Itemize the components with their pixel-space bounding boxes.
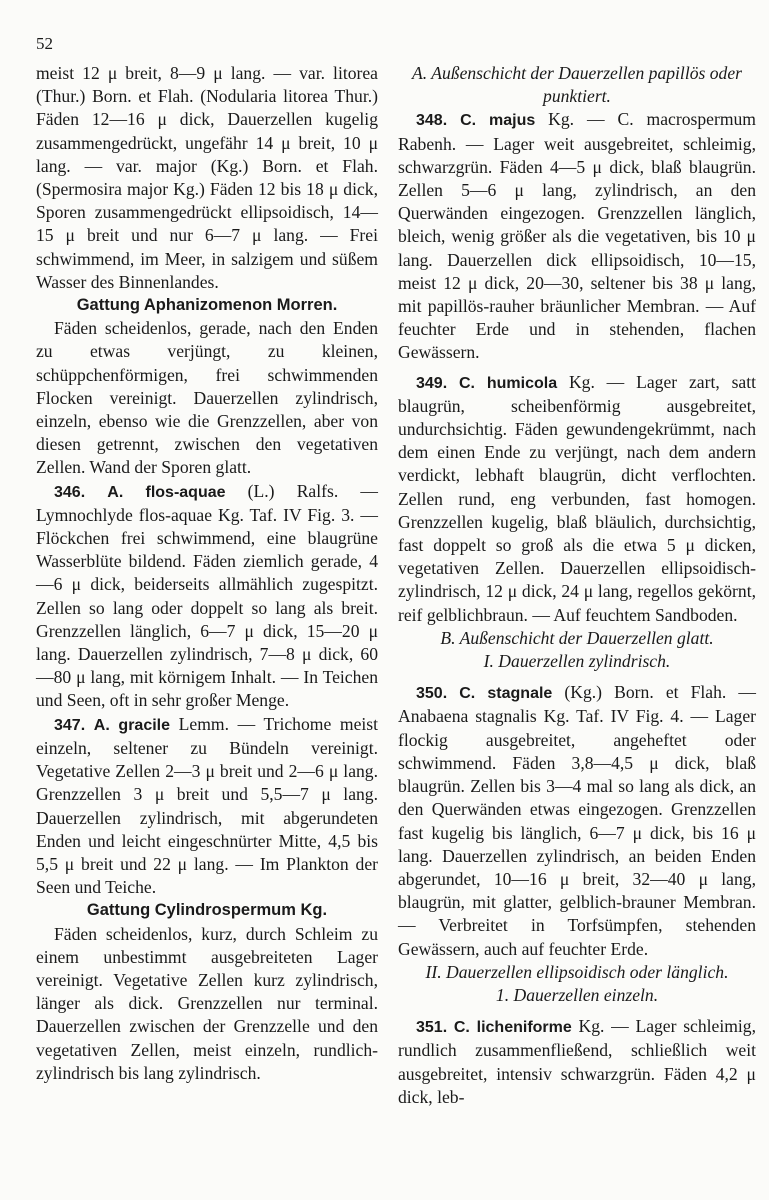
section-b2-heading: II. Dauerzellen ellipsoidisch oder länglich. xyxy=(425,961,729,982)
species-name: C. majus xyxy=(460,112,536,130)
species-name: C. stagnale xyxy=(459,685,553,703)
species-349-entry xyxy=(398,371,756,627)
section-b1-heading: I. Dauerzellen zylindrisch. xyxy=(483,651,671,672)
species-name: C. humicola xyxy=(458,374,558,392)
species-number: 346. xyxy=(54,483,86,501)
species-name: A. flos-aquae xyxy=(107,483,226,501)
species-348-entry xyxy=(398,108,756,364)
genus-cylindrospermum-heading: Gattung Cylindrospermum Kg. xyxy=(86,901,328,920)
species-number: 347. xyxy=(54,716,86,734)
species-description: Kg. — C. macrospermum Rabenh. — Lager weit ausgebreitet, schleimig, schwarzgrün. Fäden 4—5 μ dick, blaß blaugrün. Zellen 5—6 μ lang, zylindrisch, an den Querwänden eingezogen. Grenzzellen länglich, bleich, wenig größer als die vegetativen, bis 10 μ lang. Dauerzellen dick ellipsoidisch, 10—15, meist 12 μ dick, 20—30, seltener bis 38 μ lang, mit papillös-rauher bräunlicher Membran. — Auf feuchter Erde und in stehenden, flachen Gewässern. xyxy=(398,109,756,363)
species-description: (L.) Ralfs. — Lymnochlyde flos-aquae Kg. Taf. IV Fig. 3. — Flöckchen frei schwimmend, eine blaugrüne Wasserblüte bildend. Fäden ziemlich gerade, 4—6 μ dick, beiderseits allmählich zugespitzt. Zellen so lang oder doppelt so lang als breit. Grenzzellen länglich, 6—7 μ dick, 15—20 μ lang. Dauerzellen zylindrisch, 7—8 μ dick, 60—80 μ lang, mit körnigem Inhalt. — In Teichen und Seen, oft in sehr großer Menge. xyxy=(36,480,378,711)
paragraph-intro: meist 12 μ breit, 8—9 μ lang. — var. litorea (Thur.) Born. et Flah. (Nodularia litorea Thur.) Fäden 12—16 μ dick, Dauerzellen kugelig zusammengedrückt, ungefähr 14 μ breit, 10 μ lang. — var. major (Kg.) Born. et Flah. (Spermosira major Kg.) Fäden 12 bis 18 μ dick, Sporen zusammengedrückt ellipsoidisch, 14—15 μ breit und nur 6—7 μ lang. — Frei schwimmend, im Meer, in salzigem und süßem Wasser des Binnenlandes. xyxy=(36,63,378,292)
genus-aphanizomenon-heading: Gattung Aphanizomenon Morren. xyxy=(76,296,338,315)
species-number: 349. xyxy=(416,374,448,392)
species-name: A. gracile xyxy=(93,716,171,734)
species-description: Lemm. — Trichome meist einzeln, seltener zu Bündeln vereinigt. Vegetative Zellen 2—3 μ breit und 2—6 μ lang. Grenzzellen 3 μ breit und 5,5—7 μ lang. Dauerzellen zylindrisch, mit abgerundeten Enden und leicht eingeschnürter Mitte, 4,5 bis 5,5 μ breit und 22 μ lang. — Im Plankton der Seen und Teiche. xyxy=(36,713,378,898)
species-number: 348. xyxy=(416,112,448,130)
species-name: C. licheniforme xyxy=(453,1019,572,1037)
species-351-entry xyxy=(398,1015,756,1109)
genus-aphanizomenon-description: Fäden scheidenlos, gerade, nach den Enden zu etwas verjüngt, zu kleinen, schüppchenförmigen, frei schwimmenden Flocken vereinigt. Dauerzellen zylindrisch, einzeln, ebenso wie die Grenzzellen, aber von diesen getrennt, zwischen den vegetativen Zellen. Wand der Sporen glatt. xyxy=(36,318,378,478)
genus-cylindrospermum-description: Fäden scheidenlos, kurz, durch Schleim zu einem unbestimmt ausgebreiteten Lager vereinigt. Vegetative Zellen kurz zylindrisch, länger als dick. Grenzzellen nur terminal. Dauerzellen zwischen der Grenzzelle und den vegetativen Zellen, meist einzeln, rundlich-zylindrisch bis lang zylindrisch. xyxy=(36,923,378,1083)
section-b2a-heading: 1. Dauerzellen einzeln. xyxy=(495,984,659,1005)
page-number: 52 xyxy=(36,34,53,53)
right-column xyxy=(398,62,756,1109)
species-350-entry xyxy=(398,681,756,960)
species-number: 351. xyxy=(416,1019,448,1037)
section-a-heading: A. Außenschicht der Dauerzellen papillös oder punktiert. xyxy=(412,63,742,107)
species-description: (Kg.) Born. et Flah. — Anabaena stagnalis Kg. Taf. IV Fig. 4. — Lager flockig ausgebreitet, angeheftet oder schwimmend. Fäden 3,8—4,5 μ dick, blaß blaugrün. Zellen bis 3—4 mal so lang als dick, an den Querwänden etwas eingezogen. Grenzzellen fast kugelig bis länglich, 6—7 μ dick, bis 16 μ lang. Dauerzellen zylindrisch, an beiden Enden abgerundet, 10—16 μ breit, 32—40 μ lang, blaugrün, mit glatter, gelblich-brauner Membran. — Verbreitet in Torfsümpfen, stehenden Gewässern, auch auf feuchter Erde. xyxy=(398,682,756,959)
species-346-entry xyxy=(36,480,378,713)
section-b-heading: B. Außenschicht der Dauerzellen glatt. xyxy=(440,627,714,648)
species-347-entry xyxy=(36,713,378,900)
species-description: Kg. — Lager zart, satt blaugrün, scheibenförmig ausgebreitet, undurchsichtig. Fäden gewundengekrümmt, nach dem einen Ende zu verjüngt, nach dem andern verdickt, lebhaft blaugrün, dicht verflochten. Zellen rund, eng verbunden, fast homogen. Grenzzellen kugelig, blaß bläulich, durchsichtig, fast doppelt so groß als die etwa 5 μ dicken, vegetativen Zellen. Dauerzellen ellipsoidisch-zylindrisch, 12 μ dick, 24 μ lang, regellos gekörnt, reif gelblichbraun. — Auf feuchtem Sandboden. xyxy=(398,371,756,625)
species-number: 350. xyxy=(416,685,448,703)
left-column xyxy=(36,62,378,1085)
species-description: Kg. — Lager schleimig, rundlich zusammenfließend, schließlich weit ausgebreitet, intensiv schwarzgrün. Fäden 4,2 μ dick, leb- xyxy=(398,1016,756,1107)
